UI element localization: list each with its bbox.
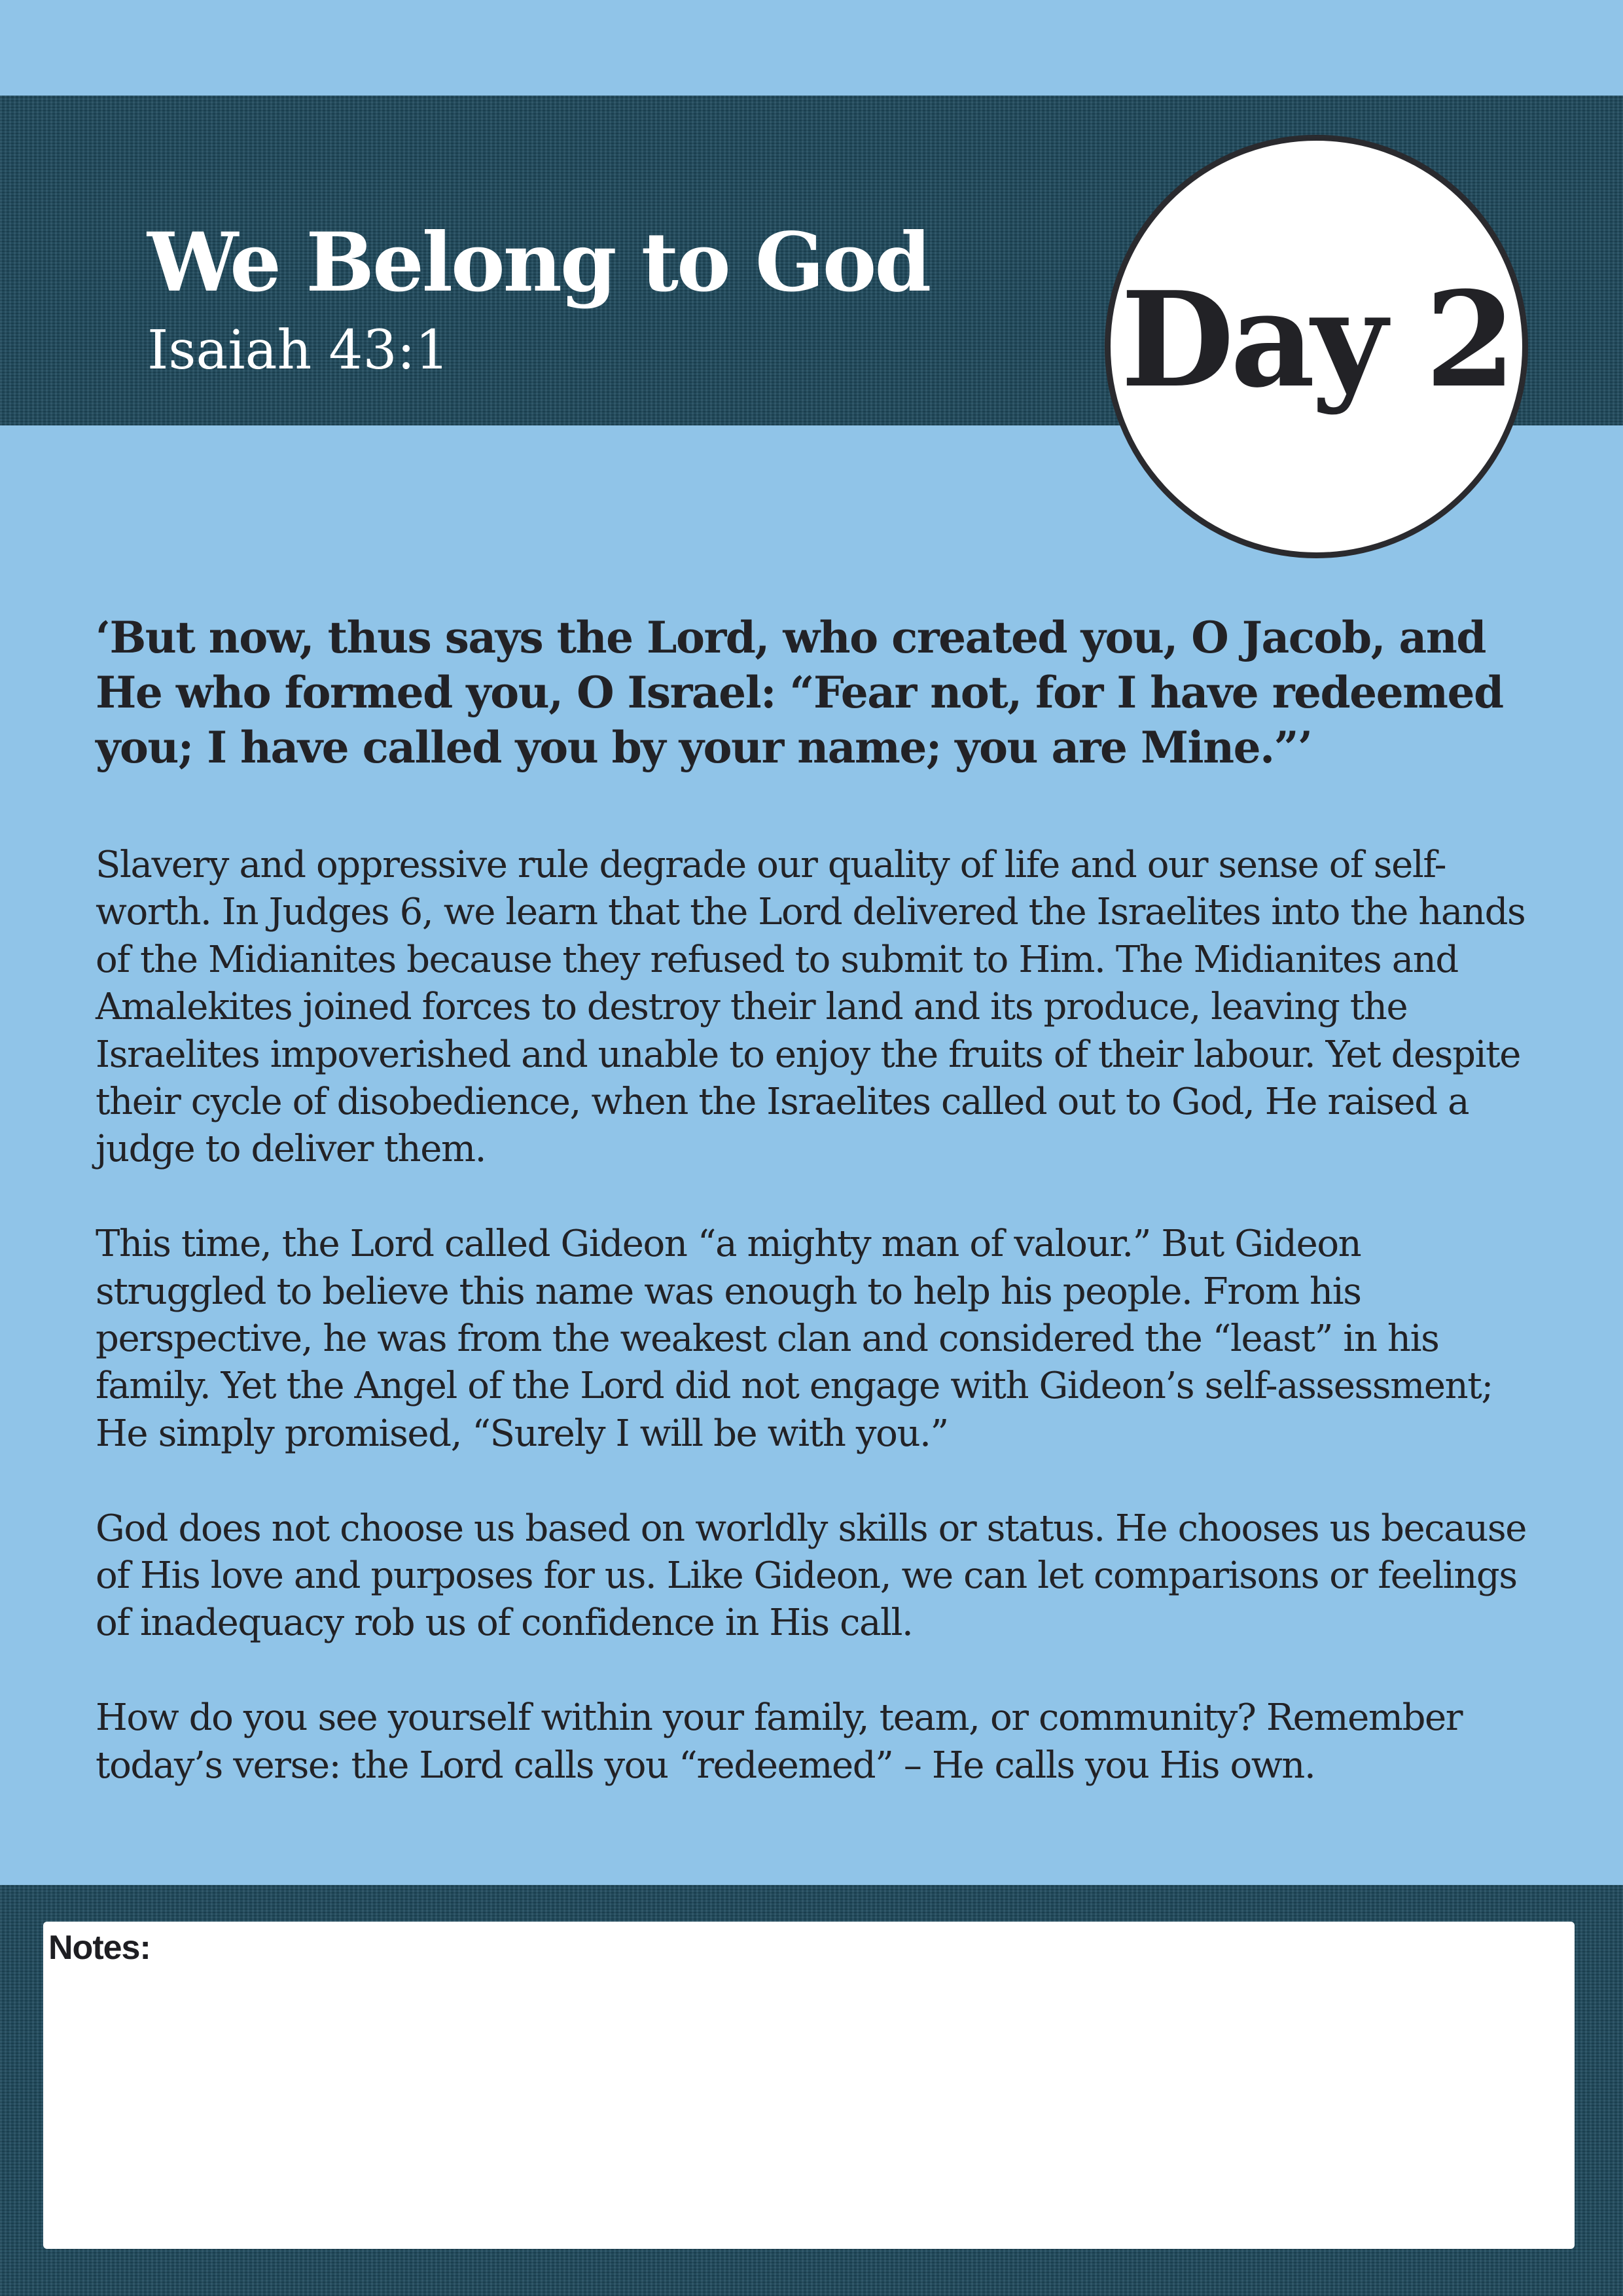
day-label: Day 2: [1120, 262, 1512, 417]
notes-label: Notes:: [48, 1929, 151, 1967]
day-badge: [1105, 135, 1528, 558]
body-paragraph: How do you see yourself within your family, team, or community? Remember today’s verse: the Lord calls you “redeemed” – He calls you His own.: [96, 1696, 1463, 1787]
body-paragraph: God does not choose us based on worldly skills or status. He chooses us because of His love and purposes for us. Like Gideon, we can let comparisons or feelings of inadequacy rob us of confidence in His call.: [96, 1507, 1526, 1645]
key-verse: ‘But now, thus says the Lord, who created you, O Jacob, and He who formed you, O Israel: “Fear not, for I have redeemed you; I have called you by your name; you are Mine.”’: [96, 612, 1503, 773]
devotional-body: [96, 842, 1535, 1837]
body-paragraph: This time, the Lord called Gideon “a mighty man of valour.” But Gideon struggled to believe this name was enough to help his people. From his perspective, he was from the weakest clan and considered the “least” in his family. Yet the Angel of the Lord did not engage with Gideon’s self-assessment; He simply promised, “Surely I will be with you.”: [96, 1223, 1493, 1455]
scripture-reference: Isaiah 43:1: [147, 319, 450, 382]
notes-area[interactable]: [43, 1922, 1575, 2249]
body-paragraph: Slavery and oppressive rule degrade our quality of life and our sense of self-worth. In Judges 6, we learn that the Lord delivered the Israelites into the hands of the Midianites because they refused to submit to Him. The Midianites and Amalekites joined forces to destroy their land and its produce, leaving the Israelites impoverished and unable to enjoy the fruits of their labour. Yet despite their cycle of disobedience, when the Israelites called out to God, He raised a judge to deliver them.: [96, 844, 1525, 1171]
page-title: We Belong to God: [147, 215, 930, 310]
